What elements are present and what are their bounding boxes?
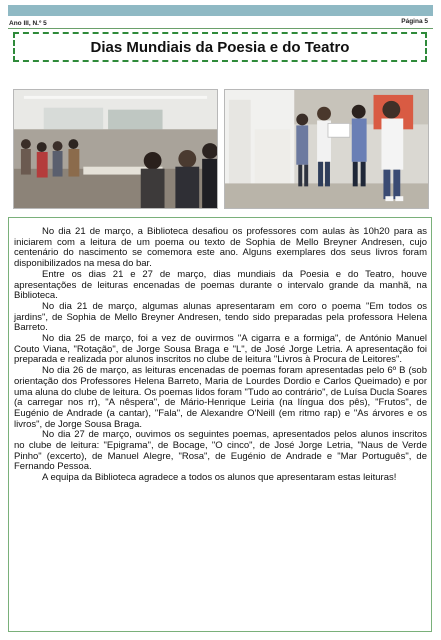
article-body — [8, 217, 432, 632]
library-photo-students-reading — [224, 89, 429, 209]
article-paragraph: No dia 27 de março, ouvimos os seguintes poemas, apresentados pelos alunos inscritos no clube de leitura: "Epigrama", de Bocage, "O cinco", de José Jorge Letria, "Naus de Verde Pinho" (excerto), de Manuel Alegre, "Rosa", de Eugénio de Andrade e "Mar Português", de Fernando Pessoa. — [14, 429, 427, 473]
header-accent-bar — [8, 5, 433, 16]
article-paragraph: No dia 26 de março, as leituras encenadas de poemas foram apresentadas pelo 6º B (sob orientação dos Professores Helena Barreto, Maria de Lourdes Dordio e Carlos Queimado) e por uma aluna do clube de leitura. Os poemas lidos foram "Tudo ao contrário", de Luísa Ducla Soares (a carregar nos rr), "A nêspera", de Mário-Henrique Leiria (na língua dos pês), "Frutos", de Eugénio de Andrade (a cantar), "Fala", de Alexandre O'Neill (em ritmo rap) e "As árvores e os livros", de Jorge Sousa Braga. — [14, 365, 427, 430]
title-frame — [13, 32, 427, 62]
library-photo-students-audience — [13, 89, 218, 209]
article-paragraph: No dia 25 de março, foi a vez de ouvirmos "A cigarra e a formiga", de António Manuel Couto Viana, "Rotação", de Jorge Sousa Braga e "L", de José Jorge Letria. A apresentação foi preparada e realizada por alunos inscritos no clube de leitura "Livros à Procura de Leitores". — [14, 333, 427, 366]
issue-number: Ano III, N.º 5 — [9, 20, 47, 27]
page-title: Dias Mundiais da Poesia e do Teatro — [90, 38, 350, 56]
header-divider — [8, 28, 433, 29]
article-paragraph: No dia 21 de março, a Biblioteca desafiou os professores com aulas às 10h20 para as iniciarem com a leitura de um poema ou texto de Sophia de Mello Breyner Andresen, cujo centenário do nascimento se comemora este ano. Alguns exemplares dos seus livros foram disponibilizados na mesa do bar. — [14, 226, 427, 270]
article-paragraph: No dia 21 de março, algumas alunas apresentaram em coro o poema "Em todos os jardins", de Sophia de Mello Breyner Andresen, tendo sido preparadas pela professora Helena Barreto. — [14, 300, 427, 334]
article-paragraph: A equipa da Biblioteca agradece a todos os alunos que apresentaram estas leituras! — [42, 472, 397, 484]
page-number: Página 5 — [401, 18, 428, 25]
article-paragraph: Entre os dias 21 e 27 de março, dias mundiais da Poesia e do Teatro, houve apresentações de leituras encenadas de poemas durante o intervalo grande da manhã, na Biblioteca. — [14, 268, 427, 302]
